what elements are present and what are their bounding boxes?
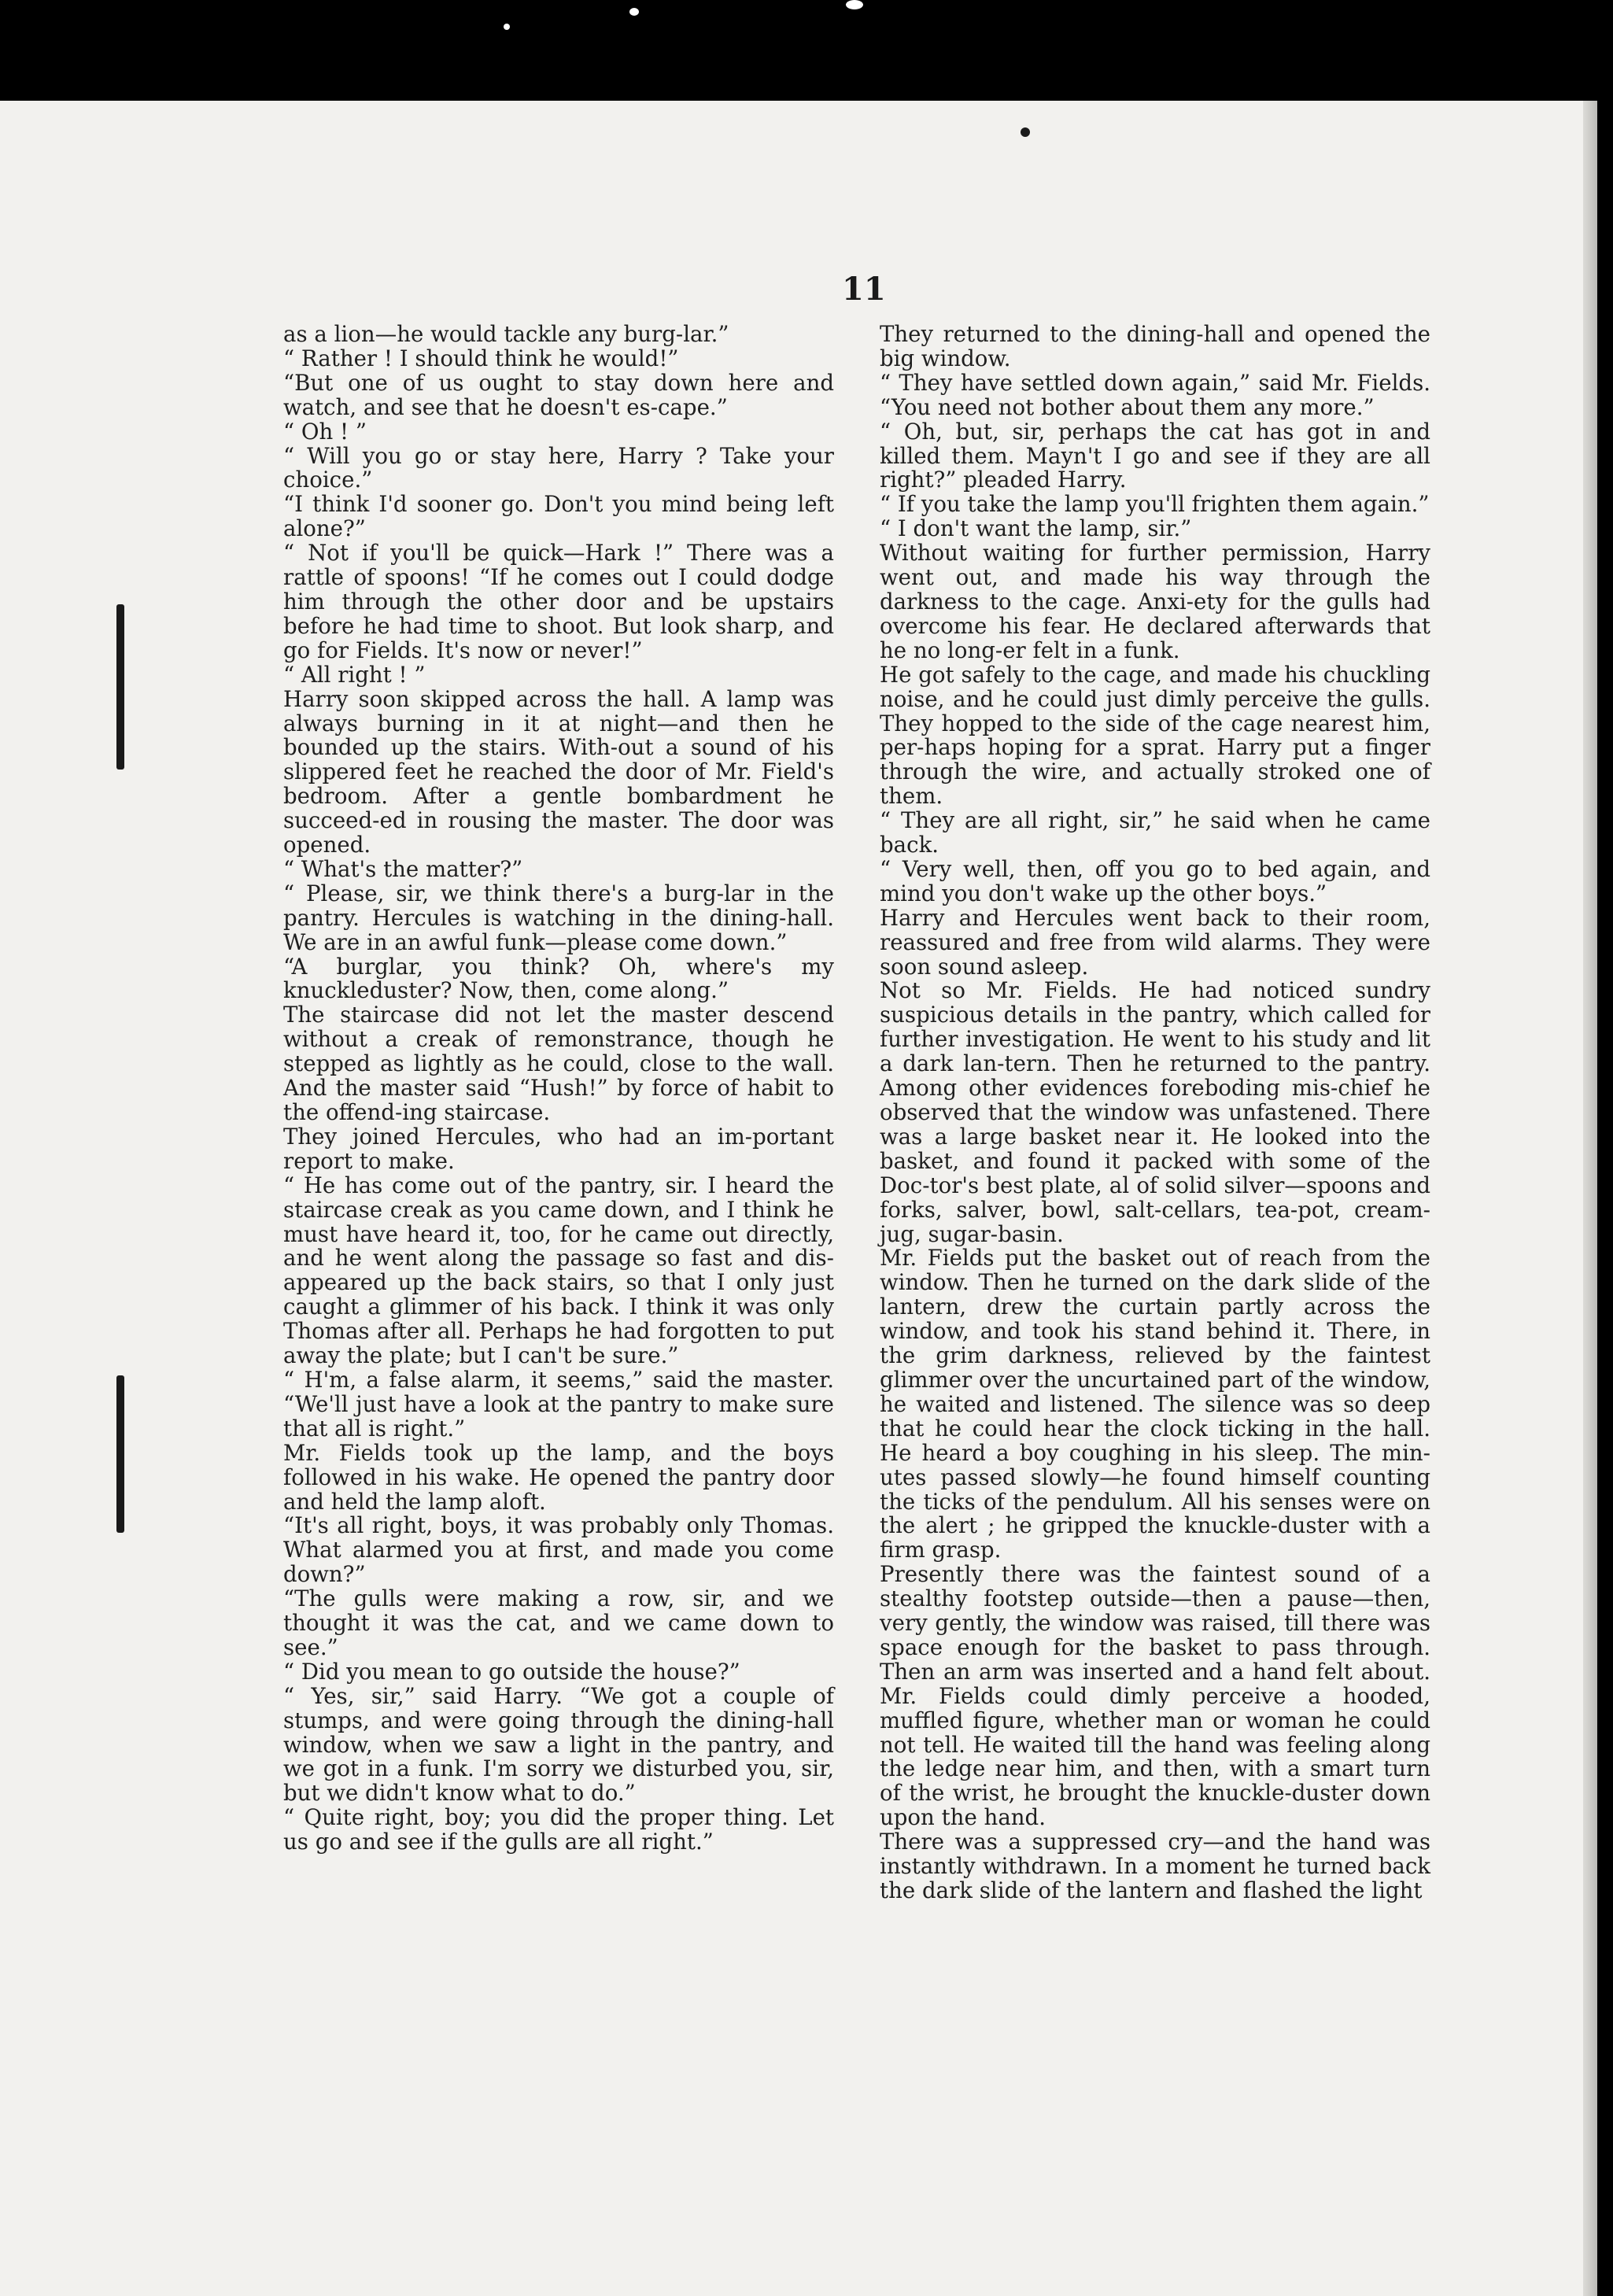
paragraph: “ They are all right, sir,” he said when he came back. xyxy=(880,807,1430,858)
right-text-column xyxy=(880,323,1430,1903)
paragraph: There was a suppressed cry—and the hand was instantly withdrawn. In a moment he turned back the dark slide of the lantern and flashed the light xyxy=(880,1829,1430,1903)
paragraph: “A burglar, you think? Oh, where's my knuckleduster? Now, then, come along.” xyxy=(283,953,834,1004)
paragraph: The staircase did not let the master descend without a creak of remonstrance, though he stepped as lightly as he could, close to the wall. And the master said “Hush!” by force of habit to the offend-ing staircase. xyxy=(283,1002,834,1125)
binding-mark xyxy=(116,604,124,770)
paragraph: They returned to the dining-hall and opened the big window. xyxy=(880,321,1430,371)
paragraph: “ All right ! ” xyxy=(283,661,426,688)
paragraph: “ Very well, then, off you go to bed again, and mind you don't wake up the other boys.” xyxy=(880,855,1430,906)
page-number: 11 xyxy=(842,271,886,308)
paragraph: Presently there was the faintest sound of a stealthy footstep outside—then a pause—then, very gently, the window was raised, till there was space enough for the basket to pass through. Then an arm was inserted and a hand felt about. Mr. Fields could dimly perceive a hooded, muffled figure, whether man or woman he could not tell. He waited till the hand was feeling along the ledge near him, and then, with a smart turn of the wrist, he brought the knuckle-duster down upon the hand. xyxy=(880,1561,1430,1831)
paragraph: “ What's the matter?” xyxy=(283,855,523,882)
paragraph: as a lion—he would tackle any burg-lar.” xyxy=(283,321,729,347)
page-edge xyxy=(1583,101,1597,2296)
scan-speck xyxy=(846,0,863,9)
paragraph: “ He has come out of the pantry, sir. I heard the staircase creak as you came down, and I think he must have heard it, too, for he came out directly, and he went along the passage so fast and dis-appeared up the back stairs, so that I only just caught a glimmer of his back. I think it was only Thomas after all. Perhaps he had forgotten to put away the plate; but I can't be sure.” xyxy=(283,1172,834,1369)
paragraph: Harry and Hercules went back to their room, reassured and free from wild alarms. They were soon sound asleep. xyxy=(880,904,1430,980)
paragraph: “But one of us ought to stay down here and watch, and see that he doesn't es-cape.” xyxy=(283,369,834,420)
paragraph: “The gulls were making a row, sir, and we thought it was the cat, and we came down to see.” xyxy=(283,1585,834,1660)
ink-dot xyxy=(1021,127,1030,137)
paragraph: “ Yes, sir,” said Harry. “We got a couple of stumps, and were going through the dining-hall window, when we saw a light in the pantry, and we got in a funk. I'm sorry we disturbed you, sir, but we didn't know what to do.” xyxy=(283,1682,834,1807)
paragraph: “ Oh, but, sir, perhaps the cat has got in and killed them. Mayn't I go and see if they are all right?” pleaded Harry. xyxy=(880,418,1430,493)
binding-mark xyxy=(116,1375,124,1533)
paragraph: “ Oh ! ” xyxy=(283,418,367,445)
document-page xyxy=(0,101,1597,2296)
paragraph: “ Not if you'll be quick—Hark !” There was a rattle of spoons! “If he comes out I could dodge him through the other door and be upstairs before he had time to shoot. But look sharp, and go for Fields. It's now or never!” xyxy=(283,540,834,663)
paragraph: He got safely to the cage, and made his chuckling noise, and he could just dimly perceive the gulls. They hopped to the side of the cage nearest him, per-haps hoping for a sprat. Harry put a finger through the wire, and actually stroked one of them. xyxy=(880,661,1430,810)
paragraph: “ H'm, a false alarm, it seems,” said the master. “We'll just have a look at the pantry to make sure that all is right.” xyxy=(283,1366,834,1441)
paragraph: Harry soon skipped across the hall. A lamp was always burning in it at night—and then he bounded up the stairs. With-out a sound of his slippered feet he reached the door of Mr. Field's bedroom. After a gentle bombardment he succeed-ed in rousing the master. The door was opened. xyxy=(283,685,834,858)
scan-speck xyxy=(629,8,639,16)
paragraph: “ Please, sir, we think there's a burg-lar in the pantry. Hercules is watching in the dining-hall. We are in an awful funk—please come down.” xyxy=(283,880,834,955)
paragraph: Not so Mr. Fields. He had noticed sundry suspicious details in the pantry, which called for further investigation. He went to his study and lit a dark lan-tern. Then he returned to the pantry. Among other evidences foreboding mis-chief he observed that the window was unfastened. There was a large basket near it. He looked into the basket, and found it packed with some of the Doc-tor's best plate, al of solid silver—spoons and forks, salver, bowl, salt-cellars, tea-pot, cream-jug, sugar-basin. xyxy=(880,977,1430,1247)
paragraph: “ Will you go or stay here, Harry ? Take your choice.” xyxy=(283,442,834,493)
paragraph: “ Rather ! I should think he would!” xyxy=(283,345,679,371)
paragraph: “ Quite right, boy; you did the proper thing. Let us go and see if the gulls are all right.” xyxy=(283,1804,834,1855)
paragraph: “ Did you mean to go outside the house?” xyxy=(283,1658,740,1685)
paragraph: “ They have settled down again,” said Mr. Fields. “You need not bother about them any more.” xyxy=(880,369,1430,420)
left-text-column xyxy=(283,323,834,1855)
paragraph: “It's all right, boys, it was probably only Thomas. What alarmed you at first, and made you come down?” xyxy=(283,1512,834,1588)
paragraph: Mr. Fields took up the lamp, and the boys followed in his wake. He opened the pantry door and held the lamp aloft. xyxy=(283,1439,834,1515)
paragraph: “ I don't want the lamp, sir.” xyxy=(880,515,1192,542)
paragraph: Without waiting for further permission, Harry went out, and made his way through the darkness to the cage. Anxi-ety for the gulls had overcome his fear. He declared afterwards that he no long-er felt in a funk. xyxy=(880,540,1430,663)
paragraph: Mr. Fields put the basket out of reach from the window. Then he turned on the dark slide of the lantern, drew the curtain partly across the window, and took his stand behind it. There, in the grim darkness, relieved by the faintest glimmer over the uncurtained part of the window, he waited and listened. The silence was so deep that he could hear the clock ticking in the hall. He heard a boy coughing in his sleep. The min-utes passed slowly—he found himself counting the ticks of the pendulum. All his senses were on the alert ; he gripped the knuckle-duster with a firm grasp. xyxy=(880,1245,1430,1563)
paragraph: “ If you take the lamp you'll frighten them again.” xyxy=(880,491,1430,518)
paragraph: “I think I'd sooner go. Don't you mind being left alone?” xyxy=(283,491,834,542)
paragraph: They joined Hercules, who had an im-portant report to make. xyxy=(283,1123,834,1174)
scan-speck xyxy=(504,24,510,30)
